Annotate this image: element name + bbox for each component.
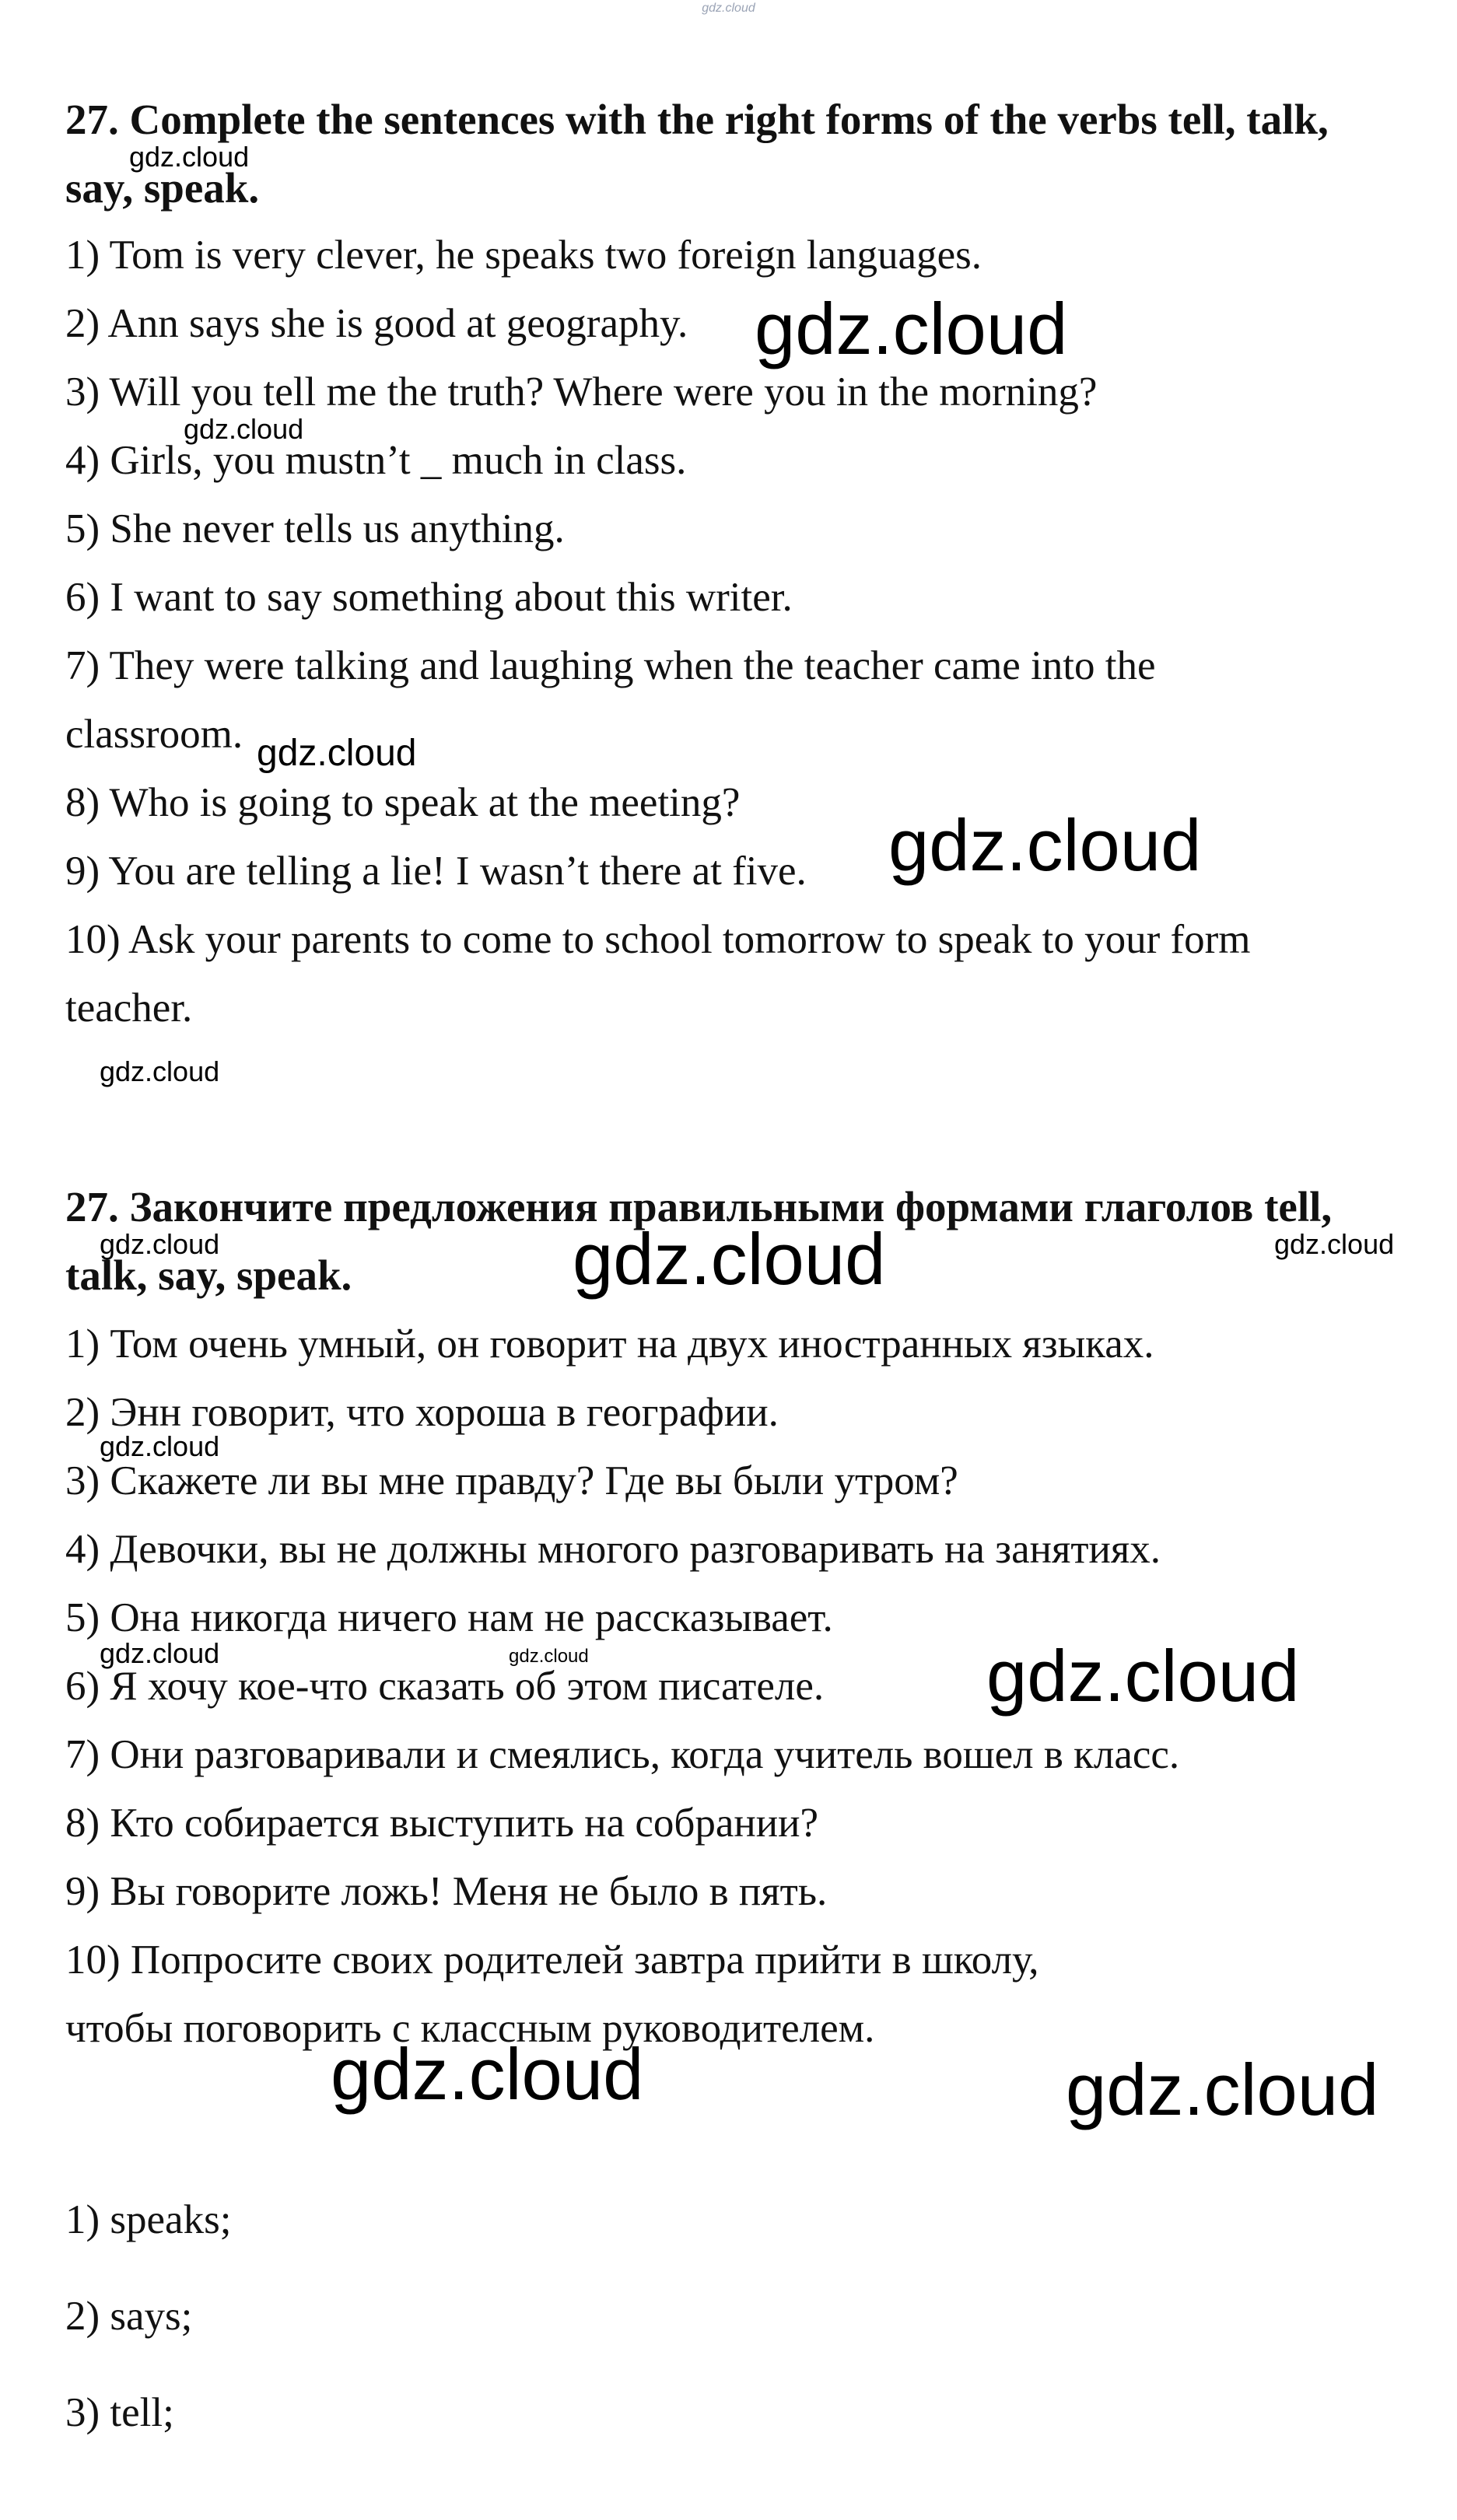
- answer-item: 1) speaks;: [65, 2197, 232, 2242]
- russian-sentence: 7) Они разговаривали и смеялись, когда учитель вошел в класс.: [65, 1732, 1180, 1777]
- english-sentence: 10) Ask your parents to come to school tomorrow to speak to your form: [65, 917, 1251, 962]
- watermark: gdz.cloud: [129, 141, 250, 173]
- russian-sentence: 8) Кто собирается выступить на собрании?: [65, 1801, 819, 1846]
- watermark: gdz.cloud: [100, 1055, 220, 1087]
- russian-sentence: 6) Я хочу кое-что сказать об этом писателе.: [65, 1664, 825, 1709]
- english-sentence: 9) You are telling a lie! I wasn’t there at five.: [65, 849, 807, 894]
- russian-sentence: 1) Том очень умный, он говорит на двух иностранных языках.: [65, 1321, 1154, 1367]
- answer-item: 3) tell;: [65, 2390, 174, 2435]
- english-sentence: 7) They were talking and laughing when the teacher came into the: [65, 643, 1156, 688]
- watermark: gdz.cloud: [100, 1430, 220, 1462]
- english-sentence: 1) Tom is very clever, he speaks two foreign languages.: [65, 233, 982, 278]
- english-sentence: classroom.: [65, 712, 243, 757]
- watermark: gdz.cloud: [1274, 1228, 1395, 1260]
- watermark: gdz.cloud: [184, 413, 304, 445]
- russian-sentence: 2) Энн говорит, что хороша в географии.: [65, 1390, 779, 1435]
- russian-sentence: 10) Попросите своих родителей завтра прийти в школу,: [65, 1937, 1039, 1983]
- russian-sentence: 3) Скажете ли вы мне правду? Где вы были утром?: [65, 1458, 958, 1503]
- russian-sentence: чтобы поговорить с классным руководителем.: [65, 2006, 875, 2051]
- english-sentence: 3) Will you tell me the truth? Where were you in the morning?: [65, 369, 1098, 415]
- english-sentence: 6) I want to say something about this writer.: [65, 575, 793, 620]
- english-sentence: 2) Ann says she is good at geography.: [65, 301, 688, 346]
- watermark: gdz.cloud: [509, 1646, 589, 1667]
- english-sentence: teacher.: [65, 985, 193, 1031]
- english-sentence: 8) Who is going to speak at the meeting?: [65, 780, 741, 825]
- watermark: gdz.cloud: [1066, 2049, 1379, 2130]
- watermark: gdz.cloud: [257, 733, 417, 774]
- watermark: gdz.cloud: [331, 2033, 644, 2115]
- russian-sentence: 5) Она никогда ничего нам не рассказывает.: [65, 1595, 833, 1640]
- watermark: gdz.cloud: [573, 1218, 886, 1300]
- watermark: gdz.cloud: [100, 1228, 220, 1260]
- english-sentence: 4) Girls, you mustn’t _ much in class.: [65, 438, 687, 483]
- english-heading: 27. Complete the sentences with the right forms of the verbs tell, talk, say, speak.: [65, 96, 1329, 212]
- top-watermark: gdz.cloud: [702, 2, 755, 15]
- watermark: gdz.cloud: [986, 1635, 1300, 1717]
- answer-item: 2) says;: [65, 2294, 193, 2339]
- english-sentence: 5) She never tells us anything.: [65, 506, 565, 551]
- russian-sentence: 4) Девочки, вы не должны многого разговаривать на занятиях.: [65, 1527, 1161, 1572]
- watermark: gdz.cloud: [755, 288, 1068, 369]
- watermark: gdz.cloud: [100, 1637, 220, 1669]
- watermark: gdz.cloud: [888, 804, 1202, 886]
- russian-sentence: 9) Вы говорите ложь! Меня не было в пять.: [65, 1869, 828, 1914]
- russian-heading: 27. Закончите предложения правильными формами глаголов tell, talk, say, speak.: [65, 1183, 1333, 1299]
